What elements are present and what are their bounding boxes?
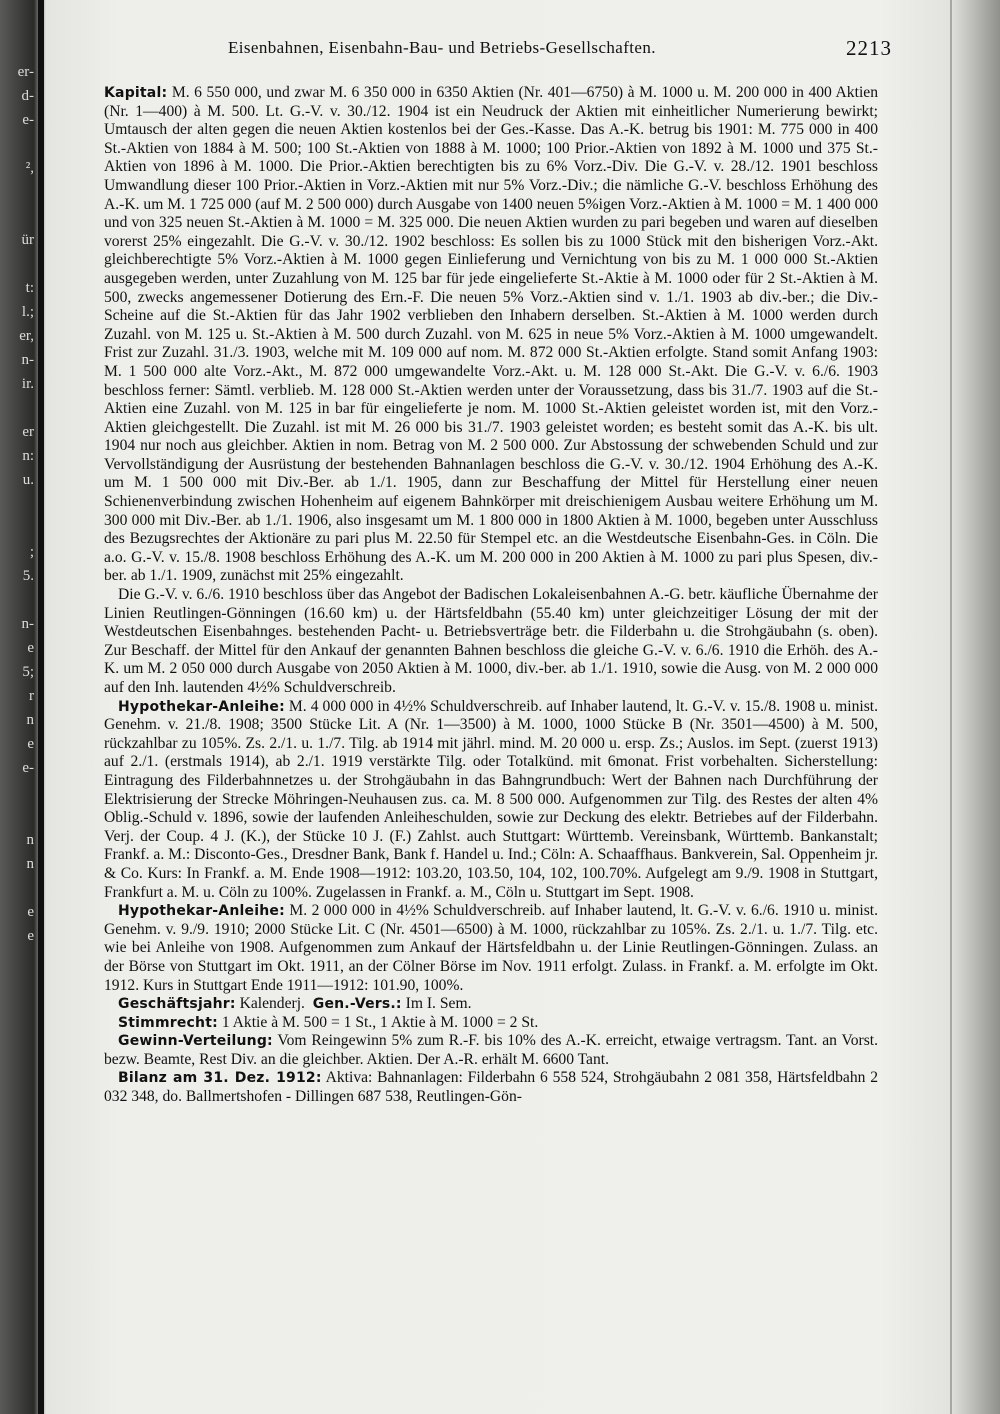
- book-spine-shadow: [38, 0, 44, 1414]
- margin-fragment: ;: [29, 544, 34, 560]
- section-text: M. 2 000 000 in 4½% Schuldverschreib. auf Inhaber lautend, lt. G.-V. v. 6./6. 1910 u. minist. Genehm. v. 9./9. 1910; 2000 Stücke Lit. C (Nr. 4501—6500) à M. 1000, rückzahlbar zu 105%. Zs. 2./1. u. 1./7. Tilg. etc. wie bei Anleihe von 1908. Aufgenommen zum Ankauf der Härtsfeldbahn u. der Linie Reutlingen-Gönningen. Zulass. an der Börse von Stuttgart im Okt. 1911, an der Cölner Börse im Nov. 1911 erfolgt. Zulass. in Frankf. a. M. erfolgte im Okt. 1912. Kurs in Stuttgart Ende 1911—1912: 101.90, 100%.: [104, 902, 878, 994]
- section-label: Hypothekar-Anleihe:: [118, 698, 285, 715]
- margin-fragment: 5.: [22, 568, 34, 584]
- margin-fragment: e: [27, 928, 34, 944]
- section-geschaeftsjahr: [104, 995, 878, 1014]
- section-gv-1910: [104, 586, 878, 698]
- section-text: M. 4 000 000 in 4½% Schuldverschreib. auf Inhaber lautend, lt. G.-V. v. 15./8. 1908 u. minist. Genehm. v. 21./8. 1908; 3500 Stücke Lit. A (Nr. 1—3500) à M. 1000, 1000 Stücke B (Nr. 3501—4500) à M. 500, rückzahlbar zu 105%. Zs. 2./1. u. 1./7. Tilg. ab 1914 mit jährl. mind. M. 20 000 u. ersp. Zs.; Auslos. im Sept. (zuerst 1913) auf 2./1. (erstmals 1914), ab 2./1. 1919 verstärkte Tilg. oder Totalkünd. mit 6monat. Frist vorbehalten. Sicherstellung: Eintragung des Filderbahnnetzes u. der Strohgäubahn in das Bahngrundbuch: Wert der Bahnen nach Durchführung der Elektrisierung der Strecke Möhringen-Neuhausen zus. ca. M. 8 500 000. Aufgenommen zur Tilg. des Restes der alten 4% Oblig.-Schuld v. 1896, sowie der laufenden Anleiheschulden, sowie zur Deckung des elektr. Betriebes auf der Filderbahn. Verj. der Coup. 4 J. (K.), der Stücke 10 J. (F.) Zahlst. auch Stuttgart: Württemb. Vereinsbank, Württemb. Bankanstalt; Frankf. a. M.: Disconto-Ges., Dresdner Bank, Bank f. Handel u. Ind.; Cöln: A. Schaaffhaus. Bankverein, Sal. Oppenheim jr. & Co. Kurs: In Frankf. a. M. Ende 1908—1912: 103.20, 103.50, 104, 102, 100.70%. Aufgelegt am 9./9. 1908 in Stuttgart, Frankfurt a. M. u. Cöln zu 100%. Zugelassen in Frankf. a. M., Cöln u. Stuttgart im Sept. 1908.: [104, 697, 878, 901]
- section-bilanz: [104, 1069, 878, 1106]
- section-stimmrecht: [104, 1014, 878, 1033]
- margin-fragment: d-: [21, 88, 34, 104]
- section-hypothekar-anleihe-2: [104, 902, 878, 995]
- section-label: Stimmrecht:: [118, 1014, 218, 1031]
- margin-fragment: [0, 588, 34, 612]
- margin-fragment: [0, 516, 34, 540]
- margin-fragment: [0, 252, 34, 276]
- margin-fragment: n: [26, 712, 34, 728]
- margin-fragment: er,: [19, 328, 34, 344]
- section-hypothekar-anleihe-1: [104, 698, 878, 903]
- margin-fragment: er-: [17, 64, 34, 80]
- section-label-gen-vers: Gen.-Vers.:: [312, 996, 402, 1013]
- margin-fragment: e: [27, 904, 34, 920]
- margin-fragment: ür: [21, 232, 34, 248]
- section-text-gen-vers: Im I. Sem.: [405, 995, 472, 1013]
- section-text: M. 6 550 000, und zwar M. 6 350 000 in 6350 Aktien (Nr. 401—6750) à M. 1000 u. M. 200 000 in 400 Aktien (Nr. 1—400) à M. 500. Lt. G.-V. v. 30./12. 1904 ist ein Neudruck der Aktien mit einheitlicher Numerierung bewirkt; Umtausch der alten gegen die neuen Aktien kostenlos bei der Ges.-Kasse. Das A.-K. betrug bis 1901: M. 775 000 in 400 St.-Aktien von 1884 à M. 500; 100 St.-Aktien von 1888 à M. 1000; 100 Prior.-Aktien von 1892 à M. 1000 und 375 St.-Aktien von 1896 à M. 1000. Die Prior.-Aktien berechtigten bis zu 6% Vorz.-Div. Die G.-V. v. 28./12. 1901 beschloss Umwandlung dieser 100 Prior.-Aktien in Vorz.-Aktien mit nur 5% Vorz.-Div.; die nämliche G.-V. beschloss Erhöhung des A.-K. um M. 1 725 000 (auf M. 2 500 000) durch Ausgabe von 1400 neuen 5%igen Vorz.-Aktien à M. 1000 = M. 1 400 000 und von 325 neuen St.-Aktien à M. 1000 = M. 325 000. Die neuen Aktien wurden zu pari begeben und waren auf dieselben vorerst 25% eingezahlt. Die G.-V. v. 30./12. 1902 beschloss: Es sollen bis zu 1000 Stück mit den bisherigen Vorz.-Akt. gleichberechtigte 5% Vorz.-Aktien à M. 1000 gegen Einlieferung und Vernichtung von bis zu M. 1 000 000 St.-Aktien ausgegeben werden, unter Zuzahlung von M. 125 bar für jede eingelieferte St.-Aktie à M. 1000 oder für 2 St.-Aktien à M. 500, zwecks angemessener Dotierung des Ern.-F. Die neuen 5% Vorz.-Aktien sind v. 1./1. 1903 ab div.-ber.; die Div.-Scheine auf die St.-Aktien für das Jahr 1902 verblieben den Inhabern derselben. St.-Aktien à M. 1000 werden durch Zuzahl. von M. 125 u. St.-Aktien à M. 500 durch Zuzahl. von M. 625 in neue 5% Vorz.-Aktien à M. 1000 umgewandelt. Frist zur Zuzahl. 31./3. 1903, welche mit M. 109 000 auf nom. M. 872 000 St.-Aktien erfolgte. Stand somit Anfang 1903: M. 1 500 000 alte Vorz.-Akt., M. 872 000 umgewandelte Vorz.-Akt. u. M. 128 000 St.-Akt. Die G.-V. v. 6./6. 1903 beschloss ferner: Sämtl. verblieb. M. 128 000 St.-Aktien werden unter der Voraussetzung, dass bis 31./7. 1903 auf die St.-Aktien eine Zuzahl. von M. 125 in bar für eingelieferte je nom. M. 1000 St.-Aktien geleistet worden ist, mit den Vorz.-Aktien gleichgestellt. Die Zuzahl. ist mit M. 26 000 bis 31./7. 1903 geleistet worden; es besteht somit das A.-K. bis ult. 1904 nur noch aus gleichber. Aktien in nom. Betrag von M. 2 500 000. Zur Abstossung der schwebenden Schuld und zur Vervollständigung der Ausrüstung der bestehenden Bahnanlagen beschloss die G.-V. v. 30./12. 1904 Erhöhung des A.-K. um M. 1 500 000 mit Div.-Ber. ab 1./1. 1905, dann zur Beschaffung der Mittel für Herstellung einer neuen Schienenverbindung zwischen Hohenheim auf eigenem Bahnkörper mit dreischienigem Ausbau weitere Erhöhung um M. 300 000 mit Div.-Ber. ab 1./1. 1906, also insgesamt um M. 1 800 000 in 1800 Aktien à M. 1000, begeben unter Ausschluss des Bezugsrechtes der Aktionäre zu pari plus M. 22.50 für Stempel etc. an die Westdeutsche Eisenbahn-Ges. in Cöln. Die a.o. G.-V. v. 15./8. 1908 beschloss Erhöhung des A.-K. um M. 200 000 in 200 Aktien à M. 1000 zu pari plus Spesen, div.-ber. ab 1./1. 1909, zunächst mit 25% eingezahlt.: [104, 84, 878, 585]
- section-text: 1 Aktie à M. 500 = 1 St., 1 Aktie à M. 1000 = 2 St.: [221, 1013, 539, 1031]
- margin-fragment: l.;: [21, 304, 34, 320]
- margin-fragment: n:: [22, 448, 34, 464]
- header-title: Eisenbahnen, Eisenbahn-Bau- und Betriebs-Gesellschaften.: [228, 38, 656, 57]
- section-gewinn-verteilung: [104, 1032, 878, 1069]
- section-label: Hypothekar-Anleihe:: [118, 903, 285, 920]
- section-label: Geschäftsjahr:: [118, 996, 236, 1013]
- section-label: Gewinn-Verteilung:: [118, 1033, 273, 1050]
- margin-fragment: [0, 132, 34, 156]
- margin-fragment: [0, 180, 34, 204]
- margin-fragment: n: [26, 856, 34, 872]
- margin-fragment: [0, 204, 34, 228]
- section-label: Bilanz am 31. Dez. 1912:: [118, 1070, 322, 1087]
- margin-fragment: t:: [25, 280, 34, 296]
- section-kapital: [104, 84, 878, 586]
- margin-fragment: 5;: [22, 664, 34, 680]
- page-number: 2213: [846, 36, 892, 60]
- margin-fragment: ²,: [25, 160, 34, 176]
- margin-fragment: n-: [21, 352, 34, 368]
- margin-fragment: [0, 876, 34, 900]
- page-edge-shadow: [950, 0, 952, 1414]
- margin-fragment: ir.: [21, 376, 34, 392]
- margin-fragment: [0, 780, 34, 804]
- margin-fragment: e: [27, 736, 34, 752]
- section-label: Kapital:: [104, 85, 168, 101]
- section-text: Kalenderj.: [239, 995, 305, 1013]
- section-text: Vom Reingewinn 5% zum R.-F. bis 10% des A.-K. erreicht, etwaige vertragsm. Tant. an Vorst. bezw. Beamte, Rest Div. an die gleichber. Aktien. Der A.-R. erhält M. 6600 Tant.: [104, 1032, 878, 1068]
- section-text: Die G.-V. v. 6./6. 1910 beschloss über das Angebot der Badischen Lokaleisenbahnen A.-G. betr. käufliche Übernahme der Linien Reutlingen-Gönningen (16.60 km) u. der Härtsfeldbahn (55.40 km) unter gleichzeitiger Lösung der mit der Westdeutschen Eisenbahnges. bestehenden Pacht- u. Betriebsverträge betr. die Filderbahn u. die Strohgäubahn (s. oben). Zur Beschaff. der Mittel für den Ankauf der genannten Bahnen beschloss die gleiche G.-V. v. 6./6. 1910 die Erhöh. des A.-K. um M. 2 050 000 durch Ausgabe von 2050 Aktien à M. 1000, div.-ber. ab 1./1. 1910, sowie die Ausg. von M. 2 000 000 auf den Inh. lautenden 4½% Schuldverschreib.: [104, 586, 878, 696]
- margin-fragment: r: [29, 688, 34, 704]
- margin-fragment: e-: [22, 760, 34, 776]
- margin-fragment: e: [27, 640, 34, 656]
- margin-fragment: u.: [22, 472, 34, 488]
- margin-fragment: [0, 804, 34, 828]
- section-text: Aktiva: Bahnanlagen: Filderbahn 6 558 524, Strohgäubahn 2 081 358, Härtsfeldbahn 2 032 348, do. Ballmertshofen - Dillingen 687 538, Reutlingen-Gön-: [104, 1069, 878, 1106]
- margin-fragment: n: [26, 832, 34, 848]
- margin-fragment: n-: [21, 616, 34, 632]
- document-body: [104, 84, 878, 1107]
- margin-fragment: [0, 396, 34, 420]
- margin-fragment: e-: [22, 112, 34, 128]
- margin-fragment: er: [22, 424, 34, 440]
- previous-page-margin: [0, 60, 34, 948]
- margin-fragment: [0, 492, 34, 516]
